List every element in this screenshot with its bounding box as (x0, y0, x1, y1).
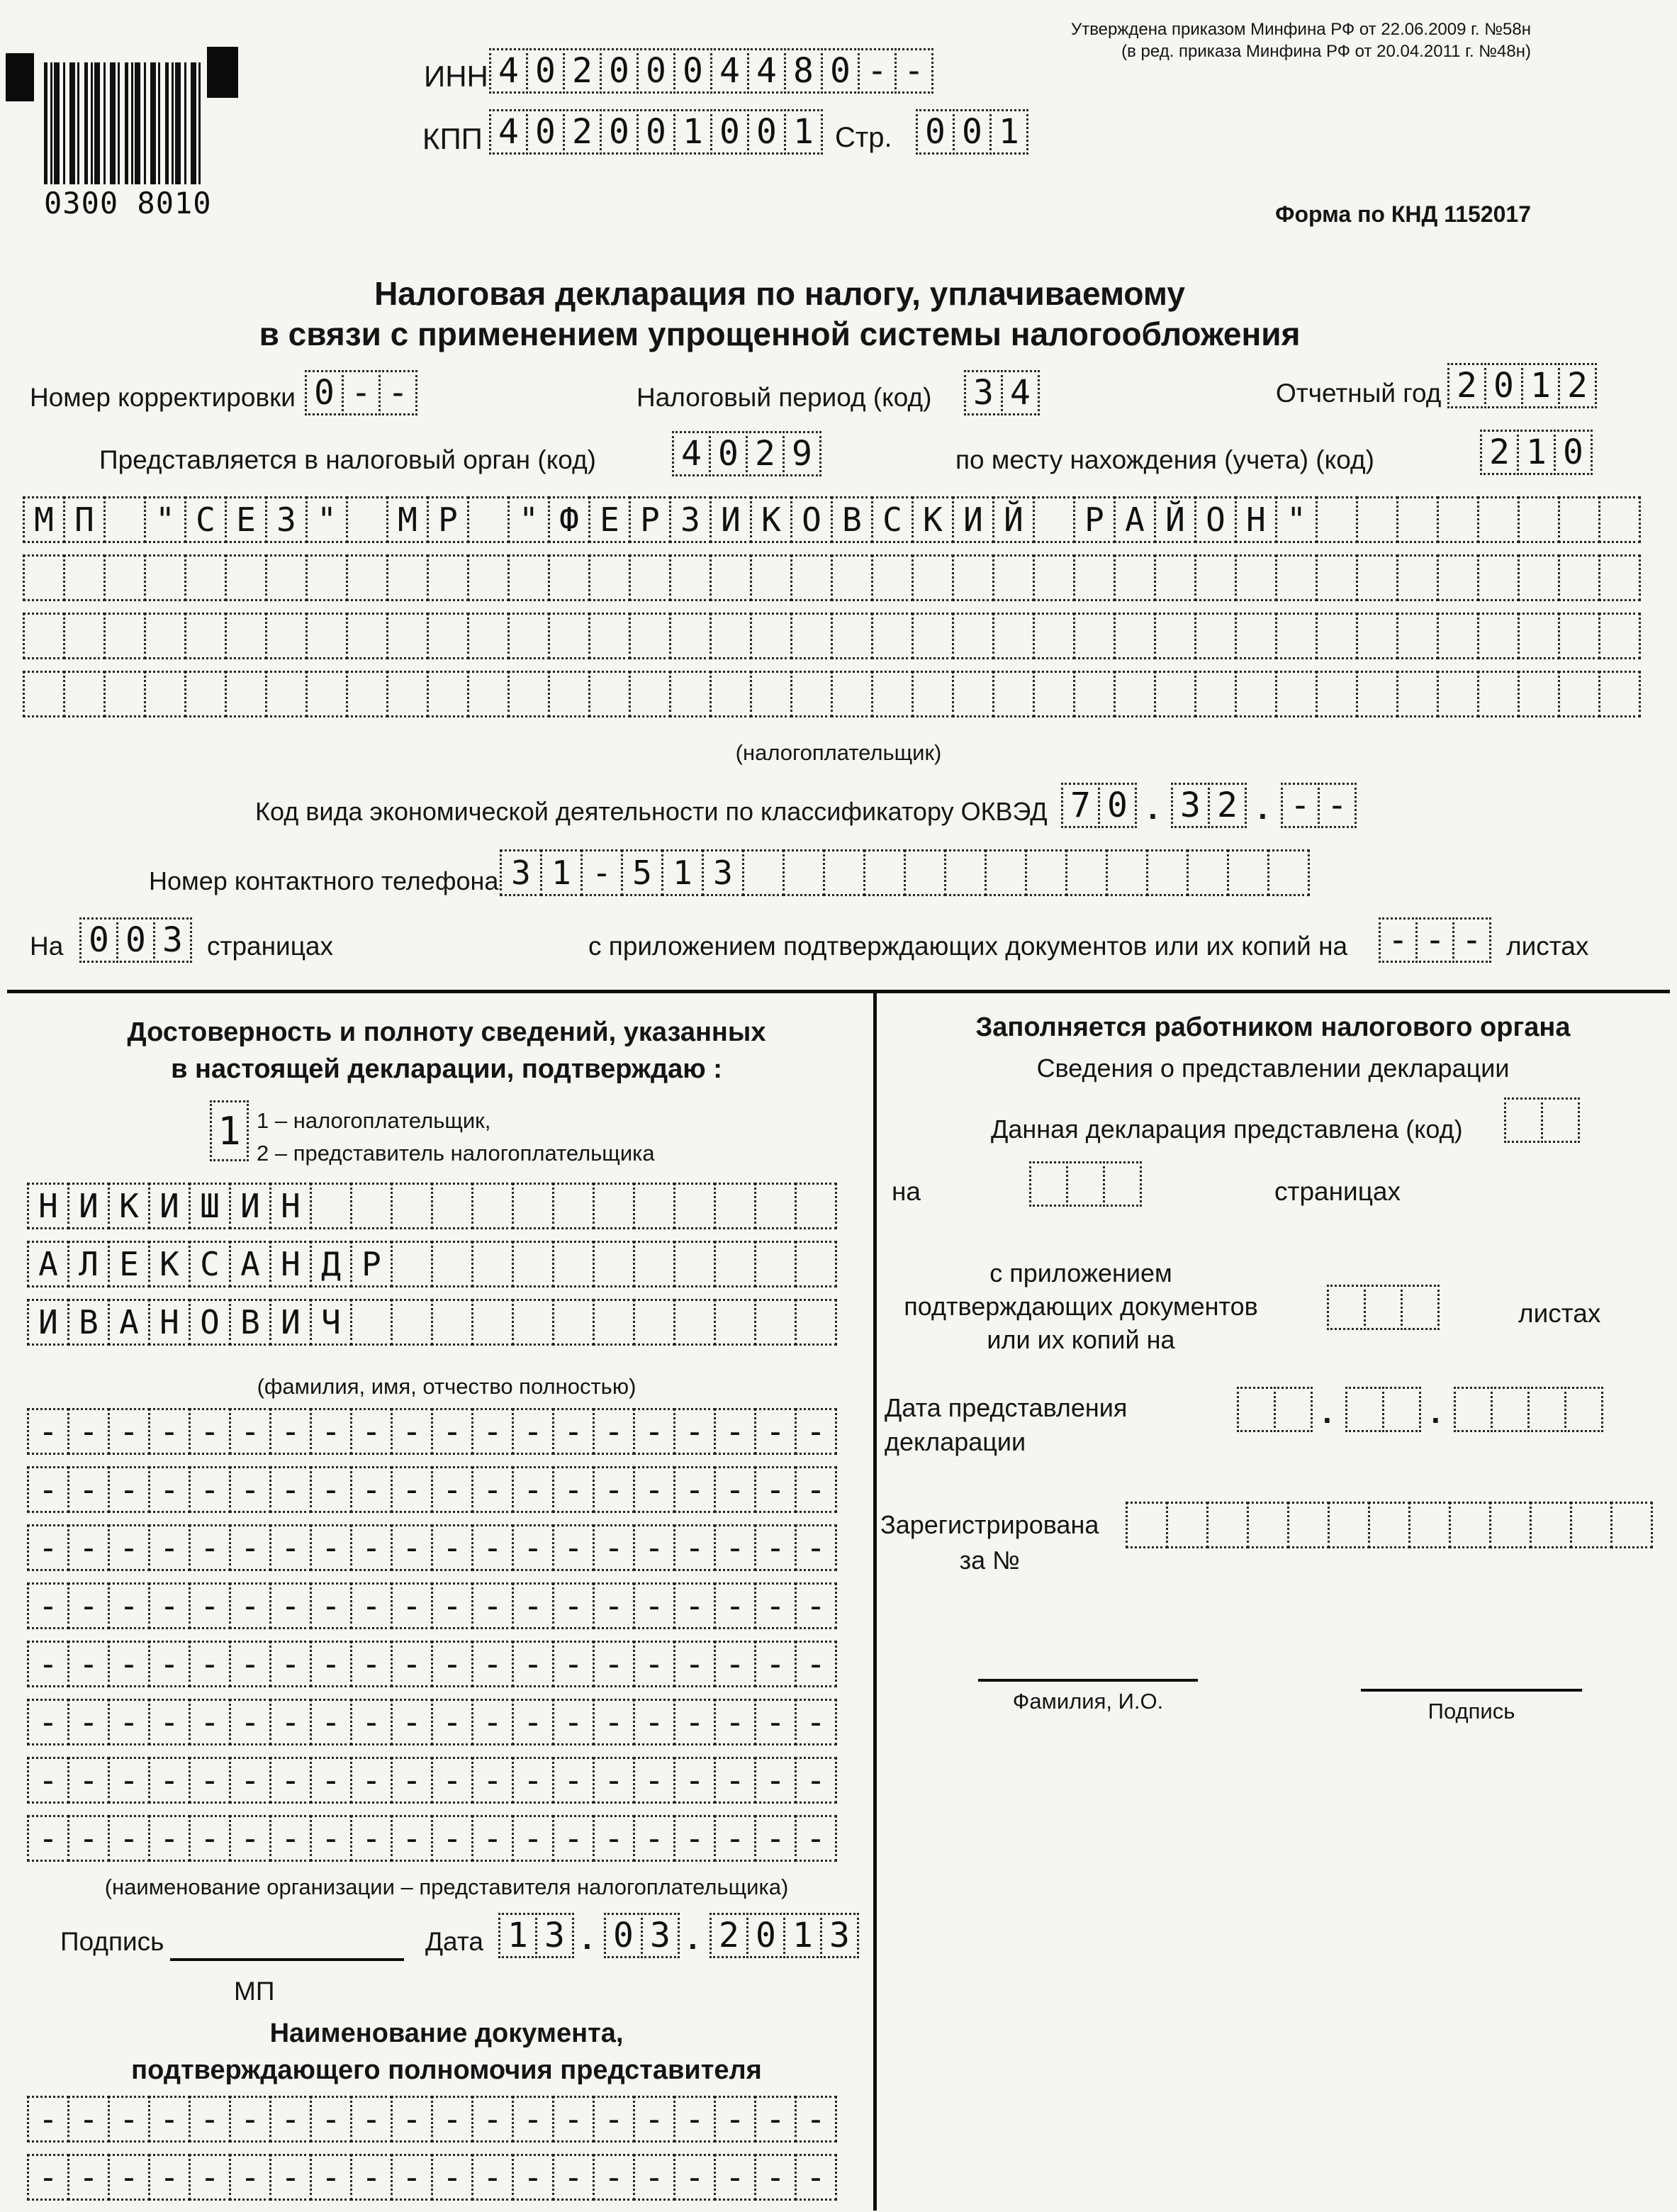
org-name-row[interactable]: - - - - - - - - - - - - - - - - - - - - (27, 1408, 837, 1455)
inspector-name-caption: Фамилия, И.О. (1012, 1689, 1164, 1714)
okved-label: Код вида экономической деятельности по классификатору ОКВЭД (255, 797, 1048, 826)
okved-cells-1[interactable]: 7 0 (1061, 783, 1137, 828)
stamp-label: МП (234, 1977, 275, 2006)
taxpayer-name-row[interactable]: М П " С Е З " М Р " Ф Е Р З И К О В С К И Й Р А Й О Н " (23, 496, 1641, 543)
inspector-sheets-cells[interactable] (1327, 1285, 1440, 1330)
registration-number-cells[interactable] (1126, 1502, 1653, 1548)
phone-label: Номер контактного телефона (149, 866, 499, 895)
inspector-sheets-label: листах (1518, 1299, 1601, 1328)
doc-name-row[interactable]: - - - - - - - - - - - - - - - - - - - - (27, 2096, 837, 2143)
attachments-count-cells[interactable]: - - - (1379, 917, 1491, 963)
signature-label: Подпись (60, 1927, 164, 1956)
subject-code-legend-line-2: 2 – представитель налогоплательщика (257, 1141, 655, 1166)
inspector-attach-line-1: с приложением (989, 1258, 1172, 1287)
date-dot-2: . (688, 1919, 697, 1956)
submission-date-label-line-1: Дата представления (885, 1393, 1128, 1422)
patronymic-cells[interactable]: И В А Н О В И Ч (27, 1299, 837, 1346)
submission-date-day-cells[interactable] (1237, 1387, 1313, 1432)
registration-mark-left (6, 53, 34, 101)
org-caption: (наименование организации – представителя налогоплательщика) (104, 1875, 789, 1899)
org-name-row[interactable]: - - - - - - - - - - - - - - - - - - - - (27, 1641, 837, 1687)
doc-name-row[interactable]: - - - - - - - - - - - - - - - - - - - - (27, 2154, 837, 2201)
on-label: на (892, 1177, 921, 1206)
doc-header-line-1: Наименование документа, (269, 2018, 624, 2048)
correction-number-cells[interactable]: 0 - - (305, 370, 417, 415)
org-name-row[interactable]: - - - - - - - - - - - - - - - - - - - - (27, 1582, 837, 1629)
inspector-attach-note (886, 1256, 1276, 1356)
submission-date-month-cells[interactable] (1345, 1387, 1421, 1432)
taxpayer-name-grid[interactable] (23, 496, 1641, 729)
taxpayer-caption: (налогоплательщик) (735, 740, 942, 765)
registered-label (880, 1507, 1099, 1578)
report-year-label: Отчетный год (1276, 379, 1442, 408)
registered-label-line-2: за № (959, 1546, 1020, 1575)
org-name-row[interactable]: - - - - - - - - - - - - - - - - - - - - (27, 1757, 837, 1804)
kpp-label: КПП (422, 122, 483, 155)
accuracy-header-line-2: в настоящей декларации, подтверждаю : (171, 1054, 722, 1084)
okved-dot-1: . (1148, 789, 1157, 826)
submission-date-label-line-2: декларации (885, 1427, 1026, 1456)
surname-cells[interactable]: Н И К И Ш И Н (27, 1183, 837, 1229)
okved-cells-3[interactable]: - - (1281, 783, 1357, 828)
inspector-section-subtitle: Сведения о представлении декларации (1036, 1054, 1510, 1083)
kpp-cells[interactable]: 4 0 2 0 0 1 0 0 1 (489, 109, 823, 155)
location-code-cells[interactable]: 2 1 0 (1480, 430, 1593, 475)
tax-authority-cells[interactable]: 4 0 2 9 (672, 431, 821, 476)
page-number-label: Стр. (835, 122, 892, 153)
subject-code-legend-line-1: 1 – налогоплательщик, (257, 1108, 491, 1133)
fio-caption: (фамилия, имя, отчество полностью) (257, 1374, 636, 1399)
registered-label-line-1: Зарегистрирована (880, 1510, 1099, 1539)
phone-cells[interactable]: 3 1 - 5 1 3 (500, 849, 1310, 896)
barcode-bars (44, 62, 206, 184)
approval-line-2: (в ред. приказа Минфина РФ от 20.04.2011 г. №48н) (1121, 42, 1531, 61)
registration-mark-right (207, 47, 238, 98)
inspector-pages-cells[interactable] (1029, 1161, 1142, 1207)
first-name-cells[interactable]: А Л Е К С А Н Д Р (27, 1241, 837, 1287)
signature-line (170, 1958, 404, 1961)
pages-count-cells[interactable]: 0 0 3 (79, 917, 192, 963)
attachments-suffix-label: листах (1506, 932, 1589, 961)
org-name-row[interactable]: - - - - - - - - - - - - - - - - - - - - (27, 1699, 837, 1745)
org-name-row[interactable]: - - - - - - - - - - - - - - - - - - - - (27, 1524, 837, 1571)
taxpayer-name-row[interactable] (23, 671, 1641, 717)
presented-code-cells[interactable] (1504, 1097, 1580, 1143)
doc-header-line-2: подтверждающего полномочия представителя (131, 2055, 762, 2085)
tax-authority-label: Представляется в налоговый орган (код) (99, 445, 596, 474)
accuracy-header-line-1: Достоверность и полноту сведений, указанных (127, 1017, 766, 1047)
section-divider-horizontal (7, 990, 1670, 993)
inspector-name-line (978, 1679, 1198, 1682)
doc-header (21, 2015, 872, 2089)
tax-period-label: Налоговый период (код) (636, 383, 932, 412)
attachments-label: с приложением подтверждающих документов или их копий на (588, 932, 1348, 961)
accuracy-header (21, 1014, 872, 1088)
inspector-attach-line-3: или их копий на (987, 1325, 1175, 1354)
inspector-signature-line (1361, 1689, 1582, 1692)
org-name-row[interactable]: - - - - - - - - - - - - - - - - - - - - (27, 1466, 837, 1513)
barcode (44, 62, 212, 220)
approval-line-1: Утверждена приказом Минфина РФ от 22.06.2009 г. №58н (1070, 20, 1531, 39)
taxpayer-name-row[interactable] (23, 613, 1641, 659)
pages-prefix-label: На (30, 932, 64, 961)
subject-code-cell[interactable]: 1 (210, 1100, 249, 1161)
inn-cells[interactable]: 4 0 2 0 0 0 4 4 8 0 - - (489, 48, 933, 94)
date-month-cells[interactable]: 0 3 (604, 1913, 680, 1958)
report-year-cells[interactable]: 2 0 1 2 (1447, 363, 1597, 408)
pages-suffix-label: страницах (207, 932, 333, 961)
okved-dot-2: . (1258, 789, 1267, 826)
okved-cells-2[interactable]: 3 2 (1171, 783, 1247, 828)
presented-code-label: Данная декларация представлена (код) (991, 1115, 1463, 1144)
date-label: Дата (425, 1927, 483, 1956)
section-divider-vertical (873, 990, 877, 2211)
date-day-cells[interactable]: 1 3 (498, 1913, 574, 1958)
doc-name-grid[interactable] (27, 2096, 837, 2212)
inn-label: ИНН (424, 60, 488, 93)
submission-date-dot-2: . (1431, 1393, 1440, 1430)
inspector-pages-label: страницах (1274, 1177, 1401, 1206)
fio-grid[interactable] (27, 1183, 837, 1357)
submission-date-year-cells[interactable] (1454, 1387, 1603, 1432)
barcode-digits: 0300 8010 (44, 186, 212, 220)
submission-date-label (885, 1391, 1127, 1459)
form-code: Форма по КНД 1152017 (1275, 201, 1531, 227)
inspector-signature-caption: Подпись (1428, 1699, 1515, 1724)
date-dot-1: . (583, 1919, 592, 1956)
subject-code-legend (257, 1105, 655, 1170)
org-name-row[interactable]: - - - - - - - - - - - - - - - - - - - - (27, 1815, 837, 1862)
page-number-cells[interactable]: 0 0 1 (916, 109, 1028, 155)
inspector-attach-line-2: подтверждающих документов (904, 1292, 1258, 1321)
representative-org-grid[interactable] (27, 1408, 837, 1873)
form-title-line-1: Налоговая декларация по налогу, уплачиваемому (374, 275, 1185, 312)
taxpayer-name-row[interactable] (23, 554, 1641, 601)
form-title-line-2: в связи с применением упрощенной системы налогообложения (259, 315, 1301, 352)
form-title (21, 274, 1538, 354)
submission-date-dot-1: . (1323, 1393, 1332, 1430)
location-code-label: по месту нахождения (учета) (код) (955, 445, 1374, 474)
date-year-cells[interactable]: 2 0 1 3 (710, 1913, 859, 1958)
approval-note (1071, 18, 1531, 62)
inspector-section-header: Заполняется работником налогового органа (975, 1012, 1571, 1042)
tax-period-cells[interactable]: 3 4 (964, 370, 1040, 415)
correction-number-label: Номер корректировки (30, 383, 296, 412)
